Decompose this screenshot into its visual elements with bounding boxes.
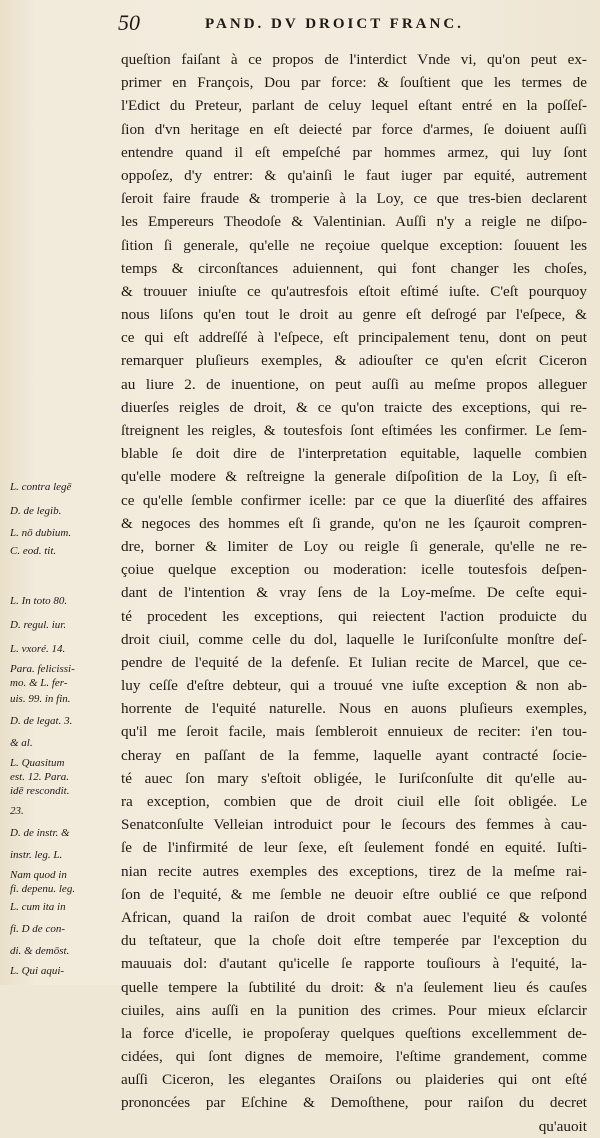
margin-note: L. In toto 80.: [10, 596, 68, 607]
margin-note: idē rescondit.: [10, 786, 70, 797]
text-line: ce qu'elle ſemble confirmer icelle: par ce que la diuerſité des affaires: [121, 491, 587, 509]
margin-note: uis. 99. in fin.: [10, 694, 71, 705]
text-line: prononcées par Eſchine & Demoſthene, pour raiſon du decret: [121, 1094, 587, 1112]
text-line: ſon de l'equité, & me ſemble ne deuoir eſtre oublié ce que reſpond: [121, 885, 587, 903]
margin-note: di. & demōst.: [10, 946, 70, 957]
text-line: l'Edict du Preteur, parlant de celuy lequel eſtant entré en la poſſeſ-: [121, 97, 587, 115]
text-line: cidées, qui ſont dignes de memoire, l'eſtime grandement, comme: [121, 1048, 587, 1066]
text-line: du teſtateur, que la choſe doit eſtre temperée par l'exception du: [121, 932, 587, 950]
text-line: au liure 2. de inuentione, on peut auſſi au meſme propos alleguer: [121, 375, 587, 393]
text-line: dant de l'intention & vray ſens de la Loy-meſme. De ceſte equi-: [121, 584, 587, 602]
text-line: les Empereurs Theodoſe & Valentinian. Auſſi n'y a reigle ne diſpo-: [121, 213, 587, 231]
text-line: queſtion faiſant à ce propos de l'interdict Vnde vi, qu'on peut ex-: [121, 51, 587, 68]
text-line: qu'auoit: [538, 1117, 587, 1135]
text-line: remarquer pluſieurs exemples, & adiouſter ce qu'en eſcrit Ciceron: [121, 352, 587, 370]
text-line: mauuais dol: d'autant qu'icelle ſe rapporte touſiours à l'equité, la-: [121, 955, 587, 973]
margin-notes: [10, 0, 128, 985]
margin-note: D. regul. iur.: [10, 620, 67, 631]
text-line: cheray en paſſant de la femme, laquelle ayant contracté ſocie-: [121, 746, 587, 764]
margin-note: L. cum ita in: [10, 902, 66, 913]
margin-note: D. de legat. 3.: [10, 716, 73, 727]
folio-number: 50: [118, 10, 140, 35]
text-line: qu'il me ſeroit facile, mais ſembleroit ennuieux de reciter: i'en tou-: [121, 723, 587, 741]
text-line: ſeroit faire fraude & tromperie à la Loy, ce que tres-bien declarent: [121, 190, 587, 208]
margin-note: Nam quod in: [10, 870, 67, 881]
margin-note: est. 12. Para.: [10, 772, 69, 783]
text-line: Senatconſulte Velleian introduict pour le ſecours des femmes à cau-: [121, 816, 587, 834]
margin-note: mo. & L. fer-: [10, 678, 68, 689]
margin-note: L. nō dubium.: [10, 528, 72, 539]
text-line: & trouuer iniuſte ce qu'autresfois eſtoit eſtimé iuſte. C'eſt pourquoy: [121, 282, 587, 300]
text-line: & negoces des hommes eſt ſi grande, qu'on ne les ſçauroit compren-: [121, 514, 587, 532]
text-line: ſe de l'infirmité de leur ſexe, eſt ſeulement fondé en equité. Iuſti-: [121, 839, 587, 857]
text-line: la force d'icelle, ie propoſeray quelques queſtions excellemment de-: [121, 1024, 587, 1042]
text-line: nian recite autres exemples des exceptions, tirez de la meſme rai-: [121, 862, 587, 880]
text-line: ce qui eſt addreſſé à l'eſpece, eſt principalement tenu, dont on peut: [121, 329, 587, 347]
margin-note: D. de instr. &: [10, 828, 70, 839]
text-line: horrente de l'equité naturelle. Nous en auons pluſieurs exemples,: [121, 700, 587, 718]
text-line: auſſi Ciceron, les elegantes Oraiſons ou plaideries qui ont eſté: [121, 1071, 587, 1089]
text-line: ſition ſi generale, qu'elle ne reçoiue quelque exception: ſouuent les: [121, 236, 587, 254]
text-line: pendre de l'equité de la defenſe. Et Iulian recite de Marcel, que ce-: [121, 653, 587, 671]
margin-note: instr. leg. L.: [10, 850, 63, 861]
text-line: qu'elle modere & reſtreigne la generale diſpoſition de la Loy, ſi eſt-: [121, 468, 587, 486]
text-line: ſtreignent les reigles, & toutesfois ſont eſtimées les confirmer. Le ſem-: [121, 422, 587, 439]
margin-note: fi. D de con-: [10, 924, 65, 935]
margin-note: D. de legib.: [10, 506, 62, 517]
text-line: African, quand la raiſon de droit combat auec l'equité & volonté: [121, 908, 587, 926]
margin-note: & al.: [10, 738, 33, 749]
text-line: ciuiles, ains auſſi en la punition des crimes. Pour mieux eſclarcir: [121, 1001, 587, 1019]
text-line: çoiue quelque exception ou moderation: icelle toutesfois deſpen-: [121, 561, 587, 579]
text-line: ſion d'vn heritage en eſt deiecté par force d'armes, ſe doiuent auſſi: [121, 120, 587, 138]
text-line: entendre quand il eſt empeſché par hommes armez, qui luy ſont: [121, 143, 587, 161]
margin-note: 23.: [10, 806, 24, 817]
margin-note: Para. felicissi-: [10, 664, 75, 675]
text-line: té procedent les exceptions, qui reiectent l'action produicte du: [121, 607, 587, 625]
margin-note: L. Quasitum: [10, 758, 65, 769]
text-line: blable ſe doit dire de l'interpretation equitable, laquelle combien: [121, 445, 587, 463]
margin-note: C. eod. tit.: [10, 546, 57, 557]
body-text: [121, 48, 587, 1138]
running-title: PAND. DV DROICT FRANC.: [205, 16, 464, 32]
text-line: nous liſons qu'en tout le droit au genre eſt deſrogé par l'eſpece, &: [121, 306, 587, 324]
text-line: diuerſes reigles de droit, & ce qu'on traicte des exceptions, qui re-: [121, 398, 587, 416]
text-line: té auec ſon mary s'eſtoit obligée, le Iuriſconſulte dit qu'elle au-: [121, 769, 587, 787]
text-line: quelle tempere la ſubtilité du droit: & n'a ſeulement lieu és cauſes: [121, 978, 587, 996]
text-line: temps & circonſtances aduiennent, qui font changer les choſes,: [121, 259, 587, 277]
text-line: primer en François, Dou par force: & ſouſtient que les termes de: [121, 74, 587, 92]
text-line: dre, borner & limiter de Loy ou reigle ſi generale, qu'elle ne re-: [121, 537, 587, 555]
margin-note: L. vxoré. 14.: [10, 644, 66, 655]
text-line: ra exception, combien que de droit ciuil elle ſoit obligée. Le: [121, 793, 587, 810]
text-line: luy ceſſe d'eſtre debteur, qui a trouué vne iuſte exception & non ab-: [121, 677, 587, 695]
margin-note: L. contra legē: [10, 482, 72, 493]
margin-note: L. Qui aqui-: [10, 966, 65, 977]
text-line: oppoſez, d'y entrer: & qu'ainſi le faut iuger par equité, autrement: [121, 166, 587, 184]
text-line: droit ciuil, comme celle du dol, laquelle le Iuriſconſulte monſtre deſ-: [121, 630, 587, 648]
margin-note: fi. depenu. leg.: [10, 884, 76, 895]
